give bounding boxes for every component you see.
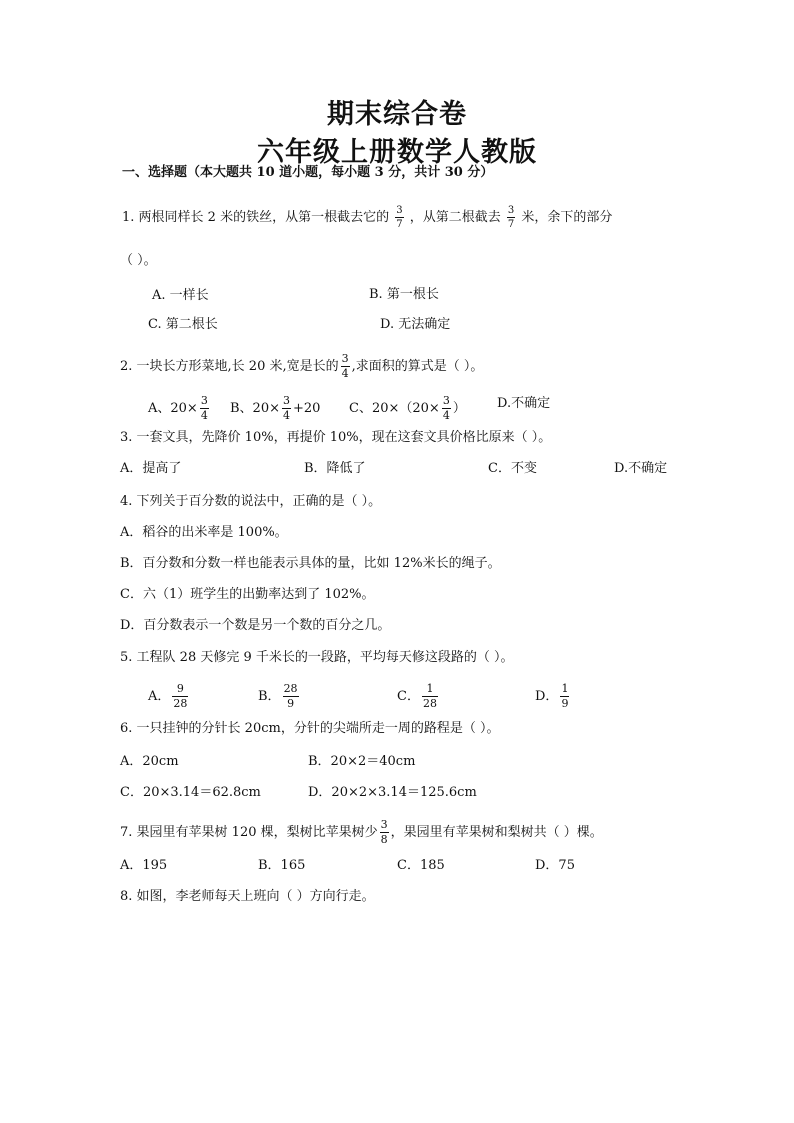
- fraction-denominator: 4: [283, 409, 290, 422]
- q2-option-c: [349, 395, 466, 422]
- q6-option-c: C．20×3.14＝62.8cm: [120, 785, 261, 800]
- fraction-numerator: 3: [380, 818, 388, 831]
- q5-option-b-label: B．: [258, 689, 281, 704]
- fraction-numerator: 9: [176, 682, 184, 695]
- question-1-text: [122, 205, 612, 230]
- q2-option-d: D.不确定: [497, 396, 551, 411]
- q2-text-b: ,求面积的算式是（ ）。: [351, 359, 484, 374]
- q1-answer-blank: （ ）。: [120, 253, 157, 268]
- q2-option-c-suffix: ）: [452, 401, 466, 416]
- q7-text-b: ，果园里有苹果树和梨树共（ ）棵。: [390, 825, 603, 840]
- q3-option-d: D.不确定: [614, 461, 668, 476]
- question-5-text: 5. 工程队 28 天修完 9 千米长的一段路，平均每天修这段路的（ ）。: [120, 650, 514, 665]
- fraction-denominator: 28: [422, 697, 437, 710]
- q7-option-b: B．165: [258, 858, 306, 873]
- q1-option-b: B. 第一根长: [369, 287, 439, 302]
- fraction-1-28: [422, 683, 438, 710]
- q2-option-b-label: B、20×: [230, 401, 280, 416]
- fraction-denominator: 7: [507, 219, 515, 230]
- question-7-text: [120, 819, 603, 846]
- q2-option-a: [148, 395, 211, 422]
- q4-option-d: D．百分数表示一个数是另一个数的百分之几。: [120, 618, 391, 633]
- fraction-numerator: 1: [426, 682, 434, 695]
- fraction-numerator: 3: [396, 205, 403, 216]
- q7-option-a: A．195: [120, 858, 168, 873]
- fraction-denominator: 28: [173, 697, 188, 710]
- fraction-bar: [395, 217, 403, 218]
- fraction-numerator: 28: [283, 682, 298, 695]
- fraction-denominator: 4: [442, 409, 450, 422]
- fraction-3-4: [442, 395, 451, 422]
- fraction-numerator: 3: [283, 394, 290, 407]
- fraction-denominator: 4: [200, 409, 208, 422]
- q7-text-a: 7. 果园里有苹果树 120 棵，梨树比苹果树少: [120, 825, 378, 840]
- q1-option-d: D. 无法确定: [380, 317, 451, 332]
- q2-text-a: 2. 一块长方形菜地,长 20 米,宽是长的: [120, 359, 339, 374]
- exam-subtitle: 六年级上册数学人教版: [257, 137, 537, 168]
- fraction-numerator: 3: [442, 394, 450, 407]
- q2-option-b: [230, 395, 320, 422]
- q1-option-c: C. 第二根长: [148, 317, 218, 332]
- q5-option-b: [258, 683, 301, 710]
- q4-option-a: A．稻谷的出米率是 100%。: [120, 525, 288, 540]
- question-6-text: 6. 一只挂钟的分针长 20cm，分针的尖端所走一周的路程是（ ）。: [120, 721, 500, 736]
- fraction-numerator: 3: [507, 205, 515, 216]
- fraction-numerator: 3: [341, 352, 349, 365]
- q1-text-a: 1. 两根同样长 2 米的铁丝，从第一根截去它的: [122, 210, 390, 225]
- q1-text-b: ，从第二根截去: [409, 210, 501, 225]
- q5-option-c-label: C．: [397, 689, 420, 704]
- fraction-9-28: [172, 683, 188, 710]
- fraction-numerator: 3: [200, 394, 208, 407]
- fraction-28-9: [283, 683, 299, 710]
- q7-option-d: D．75: [535, 858, 575, 873]
- fraction-denominator: 9: [287, 697, 295, 710]
- fraction-3-4: [341, 353, 350, 380]
- q5-option-a: [148, 683, 190, 710]
- fraction-denominator: 4: [341, 367, 349, 380]
- q5-option-c: [397, 683, 440, 710]
- q5-option-a-label: A．: [148, 689, 171, 704]
- fraction-3-4: [200, 395, 209, 422]
- section-heading: 一、选择题（本大题共 10 道小题，每小题 3 分，共计 30 分）: [122, 165, 494, 180]
- fraction-3-4: [282, 395, 291, 422]
- question-4-text: 4. 下列关于百分数的说法中，正确的是（ ）。: [120, 494, 382, 509]
- fraction-3-7: [507, 205, 515, 230]
- q1-option-a: A. 一样长: [152, 288, 209, 303]
- fraction-denominator: 8: [380, 833, 388, 846]
- q1-text-c: 米，余下的部分: [521, 210, 613, 225]
- q4-option-b: B．百分数和分数一样也能表示具体的量，比如 12%米长的绳子。: [120, 556, 501, 571]
- question-8-text: 8. 如图，李老师每天上班向（ ）方向行走。: [120, 889, 375, 904]
- q5-option-d-label: D．: [535, 689, 559, 704]
- q3-option-a: A．提高了: [120, 461, 182, 476]
- fraction-bar: [507, 217, 515, 218]
- fraction-3-8: [380, 819, 389, 846]
- q3-option-b: B．降低了: [304, 461, 366, 476]
- fraction-numerator: 1: [561, 682, 569, 695]
- q2-option-c-label: C、20×（20×: [349, 401, 440, 416]
- fraction-3-7: [395, 205, 403, 230]
- fraction-denominator: 7: [396, 219, 403, 230]
- question-3-text: 3. 一套文具，先降价 10%，再提价 10%，现在这套文具价格比原来（ ）。: [120, 430, 552, 445]
- q2-option-b-suffix: +20: [293, 401, 321, 416]
- q2-option-a-label: A、20×: [148, 401, 198, 416]
- q3-option-c: C．不变: [488, 461, 537, 476]
- q4-option-c: C．六（1）班学生的出勤率达到了 102%。: [120, 587, 375, 602]
- q6-option-b: B．20×2＝40cm: [308, 754, 416, 769]
- question-2-text: [120, 353, 483, 380]
- q6-option-d: D．20×2×3.14＝125.6cm: [308, 785, 477, 800]
- fraction-denominator: 9: [561, 697, 569, 710]
- exam-title: 期末综合卷: [327, 99, 467, 130]
- q5-option-d: [535, 683, 571, 710]
- q7-option-c: C．185: [397, 858, 445, 873]
- q6-option-a: A．20cm: [120, 754, 179, 769]
- fraction-1-9: [560, 683, 569, 710]
